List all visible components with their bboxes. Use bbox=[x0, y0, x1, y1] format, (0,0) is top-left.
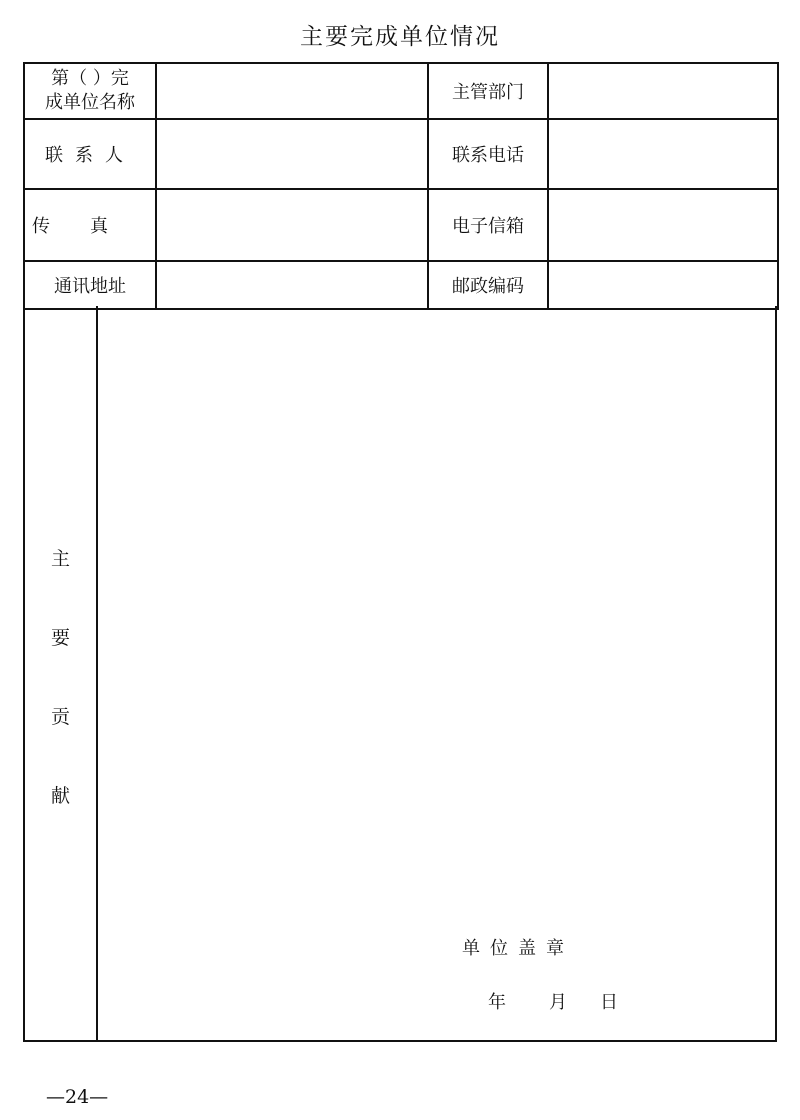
main-contribution-label-char: 主 bbox=[50, 548, 70, 570]
department-label: 主管部门 bbox=[428, 63, 548, 119]
unit-info-table bbox=[23, 62, 779, 310]
postcode-field[interactable] bbox=[548, 261, 778, 309]
department-field[interactable] bbox=[548, 63, 778, 119]
date-year-label: 年 bbox=[488, 992, 506, 1013]
address-label: 通讯地址 bbox=[24, 261, 156, 309]
email-field[interactable] bbox=[548, 189, 778, 261]
main-contribution-label-char: 贡 bbox=[50, 706, 70, 728]
date-month-label: 月 bbox=[549, 992, 567, 1013]
contact-label: 联系人 bbox=[24, 119, 156, 189]
main-contribution-field[interactable] bbox=[98, 306, 775, 906]
main-contribution-section bbox=[23, 306, 777, 1042]
fax-label: 传真 bbox=[24, 189, 156, 261]
table-row bbox=[24, 189, 778, 261]
main-contribution-label-char: 献 bbox=[50, 785, 70, 807]
unit-name-field[interactable] bbox=[156, 63, 428, 119]
page-number: —24— bbox=[46, 1086, 109, 1108]
contact-field[interactable] bbox=[156, 119, 428, 189]
table-row bbox=[24, 261, 778, 309]
email-label: 电子信箱 bbox=[428, 189, 548, 261]
page-title: 主要完成单位情况 bbox=[300, 24, 500, 50]
phone-label: 联系电话 bbox=[428, 119, 548, 189]
unit-seal-label: 单位盖章 bbox=[462, 938, 574, 959]
table-row bbox=[24, 63, 778, 119]
address-field[interactable] bbox=[156, 261, 428, 309]
postcode-label: 邮政编码 bbox=[428, 261, 548, 309]
date-day-label: 日 bbox=[600, 992, 618, 1013]
table-row bbox=[24, 119, 778, 189]
main-contribution-label-char: 要 bbox=[50, 627, 70, 649]
fax-field[interactable] bbox=[156, 189, 428, 261]
main-contribution-label-column bbox=[25, 306, 98, 1040]
phone-field[interactable] bbox=[548, 119, 778, 189]
unit-name-label bbox=[24, 63, 156, 119]
unit-name-label-line1: 第（ ）完 bbox=[51, 68, 129, 89]
unit-name-label-line2: 成单位名称 bbox=[45, 92, 135, 113]
